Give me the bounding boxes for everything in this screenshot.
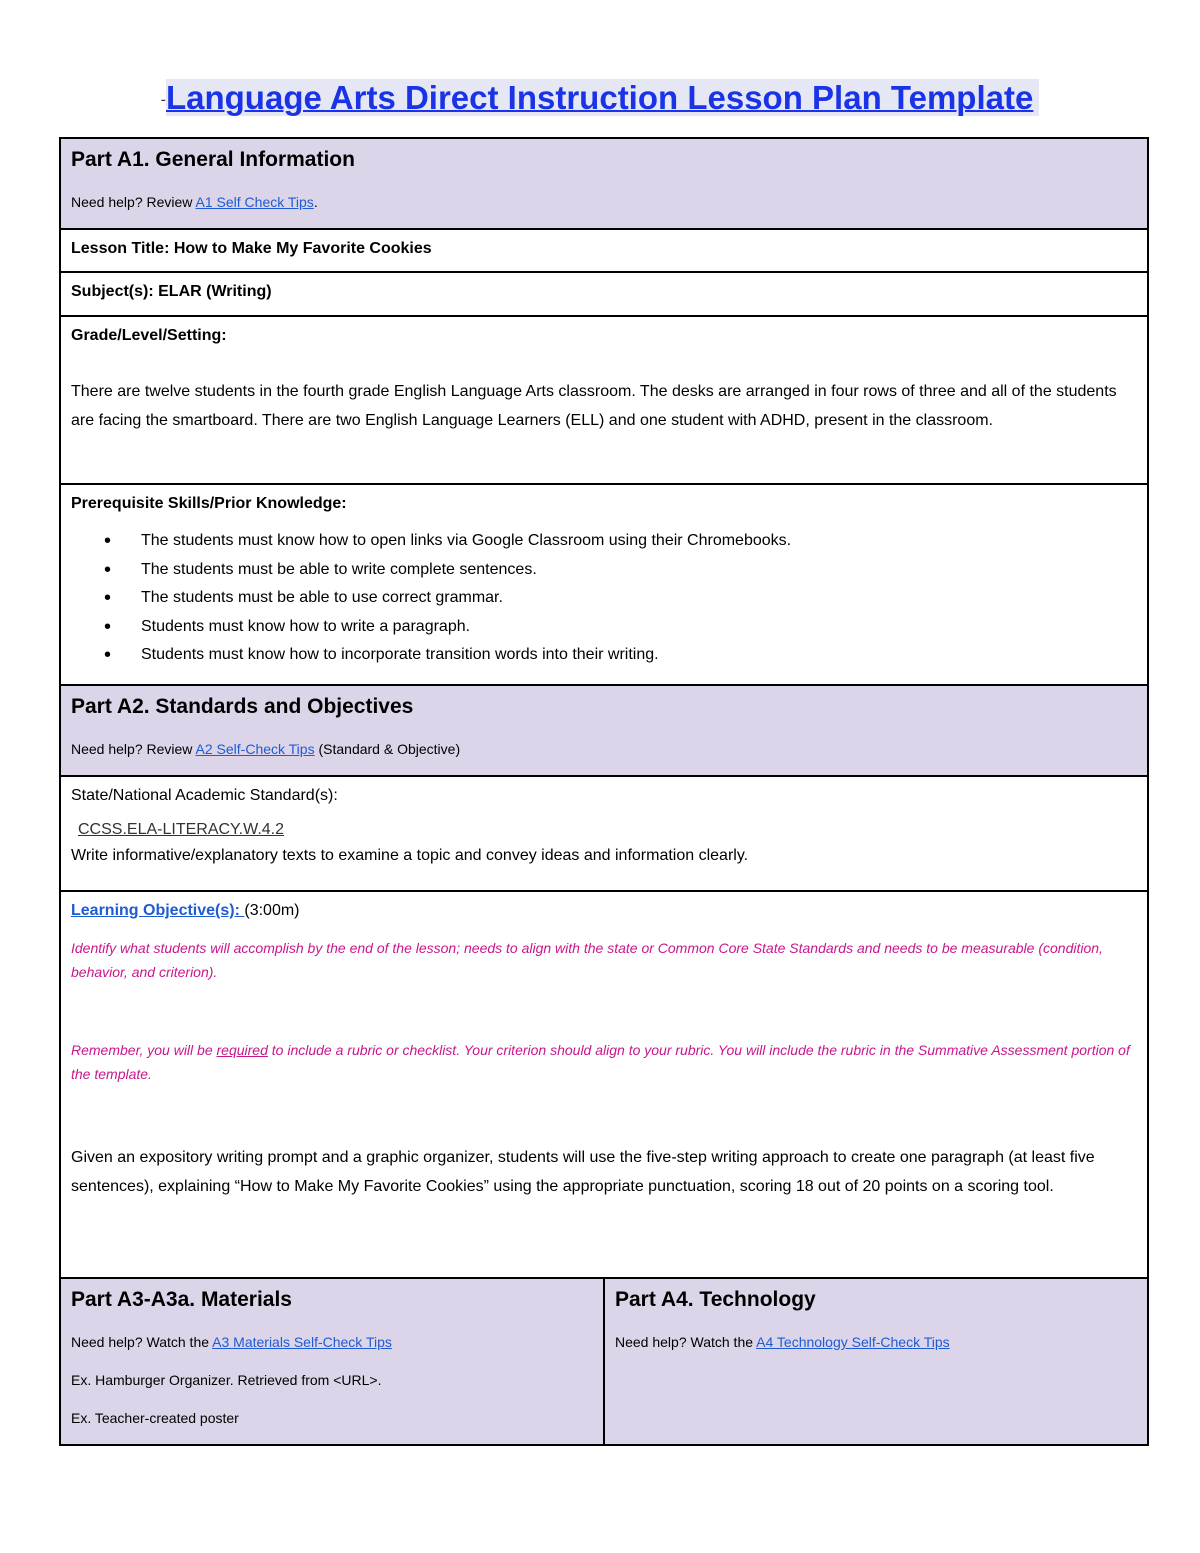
list-item: • Students must know how to write a paragraph.	[71, 613, 1137, 642]
a1-self-check-link[interactable]: A1 Self Check Tips	[195, 194, 314, 210]
part-a3-help: Need help? Watch the A3 Materials Self-Check Tips	[71, 1334, 392, 1350]
lesson-plan-table	[59, 137, 1149, 1446]
standard-code	[78, 819, 1137, 841]
standard-code-link[interactable]: CCSS.ELA-LITERACY.W.4.2	[78, 821, 284, 838]
grade-label: Grade/Level/Setting:	[71, 327, 227, 344]
subjects-cell	[60, 272, 1148, 316]
lesson-title-cell	[60, 229, 1148, 272]
grade-setting-cell	[60, 316, 1148, 484]
part-a1-help: Need help? Review A1 Self Check Tips.	[71, 194, 318, 210]
prerequisites-cell	[60, 484, 1148, 685]
part-a4-help: Need help? Watch the A4 Technology Self-Check Tips	[615, 1334, 950, 1350]
part-a1-heading: Part A1. General Information	[71, 148, 355, 171]
part-a3-heading: Part A3-A3a. Materials	[71, 1288, 292, 1311]
part-a4-heading: Part A4. Technology	[615, 1288, 816, 1311]
standards-label: State/National Academic Standard(s):	[71, 787, 338, 804]
list-item: • The students must know how to open links via Google Classroom using their Chromebooks.	[71, 527, 1137, 556]
part-a4-cell	[604, 1278, 1148, 1445]
materials-example-2: Ex. Teacher-created poster	[71, 1410, 239, 1426]
objective-guidance-1: Identify what students will accomplish by the end of the lesson; needs to align with the state or Common Core State Standards and needs to be measurable (condition, behavior, and criterion).	[71, 940, 1103, 980]
objective-text: Given an expository writing prompt and a graphic organizer, students will use the five-step writing approach to create one paragraph (at least five sentences), explaining “How to Make My Favorite Cookies” using the appropriate punctuation, scoring 18 out of 20 points on a scoring tool.	[71, 1149, 1095, 1195]
learning-objectives-link[interactable]: Learning Objective(s):	[71, 902, 245, 919]
list-item: • The students must be able to use correct grammar.	[71, 584, 1137, 613]
a2-self-check-link[interactable]: A2 Self-Check Tips	[195, 741, 315, 757]
prereq-list	[71, 527, 1137, 670]
part-a2-heading: Part A2. Standards and Objectives	[71, 695, 414, 718]
objectives-cell	[60, 891, 1148, 1278]
subjects: Subject(s): ELAR (Writing)	[71, 283, 272, 300]
grade-setting-text: There are twelve students in the fourth grade English Language Arts classroom. The desks are arranged in four rows of three and all of the students are facing the smartboard. There are two English Language Learners (ELL) and one student with ADHD, present in the classroom.	[71, 383, 1117, 429]
document-title	[0, 74, 1200, 124]
part-a1-header	[60, 138, 1148, 229]
a4-self-check-link[interactable]: A4 Technology Self-Check Tips	[756, 1334, 950, 1350]
lesson-title: Lesson Title: How to Make My Favorite Cookies	[71, 240, 432, 257]
title-link[interactable]: Language Arts Direct Instruction Lesson Plan Template	[166, 79, 1039, 116]
prereq-label: Prerequisite Skills/Prior Knowledge:	[71, 495, 347, 512]
list-item: • Students must know how to incorporate transition words into their writing.	[71, 641, 1137, 670]
objective-heading	[71, 900, 1137, 922]
list-item: • The students must be able to write complete sentences.	[71, 556, 1137, 585]
a3-self-check-link[interactable]: A3 Materials Self-Check Tips	[212, 1334, 392, 1350]
materials-example-1: Ex. Hamburger Organizer. Retrieved from <URL>.	[71, 1372, 382, 1388]
part-a2-help: Need help? Review A2 Self-Check Tips (Standard & Objective)	[71, 741, 461, 757]
title-prefix: -	[160, 91, 166, 109]
part-a2-header	[60, 685, 1148, 776]
standard-text: Write informative/explanatory texts to examine a topic and convey ideas and information clearly.	[71, 847, 749, 864]
objective-guidance-2: Remember, you will be required to include a rubric or checklist. Your criterion should align to your rubric. You will include the rubric in the Summative Assessment portion of the template.	[71, 1042, 1130, 1082]
objective-time: (3:00m)	[244, 902, 300, 919]
part-a3-cell	[60, 1278, 604, 1445]
standards-cell	[60, 776, 1148, 891]
